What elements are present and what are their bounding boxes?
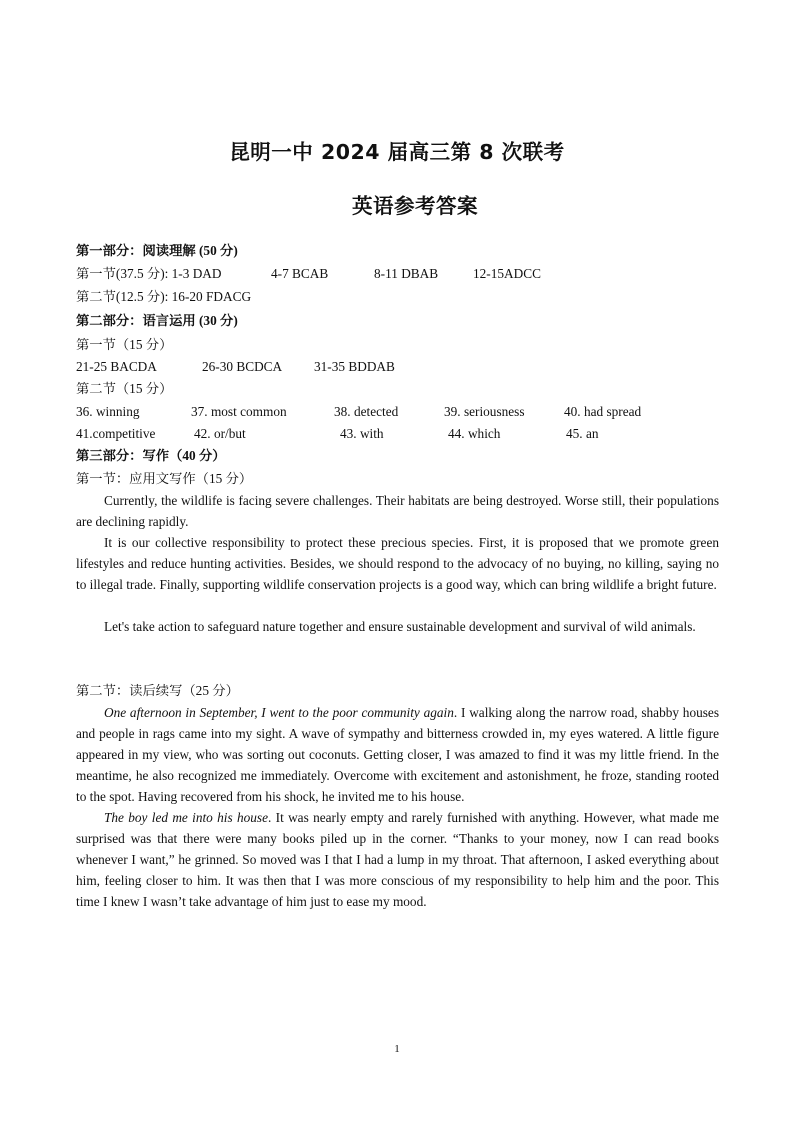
continuation-paragraph-1	[76, 702, 719, 807]
part1-sec1-label: 第一节(37.5 分): 1-3 DAD	[76, 266, 222, 281]
answer-31-35: 31-35 BDDAB	[314, 359, 395, 374]
answer-41: 41.competitive	[76, 426, 156, 441]
continuation-body-1: . I walking along the narrow road, shabby houses and people in rags came into my sight. A wave of sympathy and bitterness crowded in, my eyes watered. A little figure appeared in my view, who was sorting out coconuts. Getting closer, I was amazed to find it was my little friend. In the meantime, he also recognized me immediately. Overcome with excitement and astonishment, he froze, standing rooted to the spot. Having recovered from his shock, he invited me to his house.	[76, 705, 720, 804]
answer-4-7: 4-7 BCAB	[271, 266, 329, 281]
part3-sec2-label: 第二节：读后续写（25 分）	[76, 683, 239, 698]
continuation-lead-2: The boy led me into his house	[104, 810, 268, 825]
part1-heading: 第一部分：阅读理解 (50 分)	[76, 243, 238, 258]
essay-paragraph-1: Currently, the wildlife is facing severe challenges. Their habitats are being destroyed. Worse still, their populations are declining rapidly.	[76, 493, 719, 529]
answer-42: 42. or/but	[194, 426, 246, 441]
part3-sec1-label: 第一节：应用文写作（15 分）	[76, 471, 253, 486]
answer-12-15: 12-15ADCC	[473, 266, 541, 281]
essay-paragraph-2: It is our collective responsibility to protect these precious species. First, it is proposed that we promote green lifestyles and reduce hunting activities. Besides, we should respond to the advocacy of no buying, no killing, saying no to illegal trade. Finally, supporting wildlife conservation projects is a good way, which can bring wildlife a bright future.	[76, 535, 719, 592]
part2-sec1-label: 第一节（15 分）	[76, 337, 173, 352]
answer-26-30: 26-30 BCDCA	[202, 359, 283, 374]
page-title: 昆明一中 2024 届高三第 8 次联考	[229, 140, 565, 164]
page-number: 1	[394, 1043, 400, 1055]
essay-paragraph-3: Let's take action to safeguard nature together and ensure sustainable development and survival of wild animals.	[104, 619, 696, 634]
continuation-body-2: . It was nearly empty and rarely furnished with anything. However, what made me surprised was that there were many books piled up in the corner. “Thanks to your money, now I can read books whenever I want,” he grinned. So moved was I that I had a lump in my throat. That afternoon, I asked everything about him, feeling closer to him. It was then that I was more conscious of my responsibility to help him and the poor. This time I knew I wasn’t take advantage of him just to ease my mood.	[76, 810, 719, 909]
part3-heading: 第三部分：写作（40 分）	[76, 448, 226, 463]
answer-37: 37. most common	[191, 404, 287, 419]
part2-sec2-label: 第二节（15 分）	[76, 381, 173, 396]
part1-sec2-row: 第二节(12.5 分): 16-20 FDACG	[76, 289, 252, 304]
answer-21-25: 21-25 BACDA	[76, 359, 157, 374]
answer-45: 45. an	[566, 426, 599, 441]
answer-8-11: 8-11 DBAB	[374, 266, 439, 281]
part2-heading: 第二部分：语言运用 (30 分)	[76, 313, 238, 328]
answer-43: 43. with	[340, 426, 384, 441]
answer-39: 39. seriousness	[444, 404, 525, 419]
continuation-paragraph-2	[76, 807, 719, 912]
answer-44: 44. which	[448, 426, 501, 441]
answer-40: 40. had spread	[564, 404, 642, 419]
page-subtitle: 英语参考答案	[352, 194, 478, 218]
answer-38: 38. detected	[334, 404, 399, 419]
answer-36: 36. winning	[76, 404, 140, 419]
continuation-lead-1: One afternoon in September, I went to the poor community again	[104, 705, 454, 720]
